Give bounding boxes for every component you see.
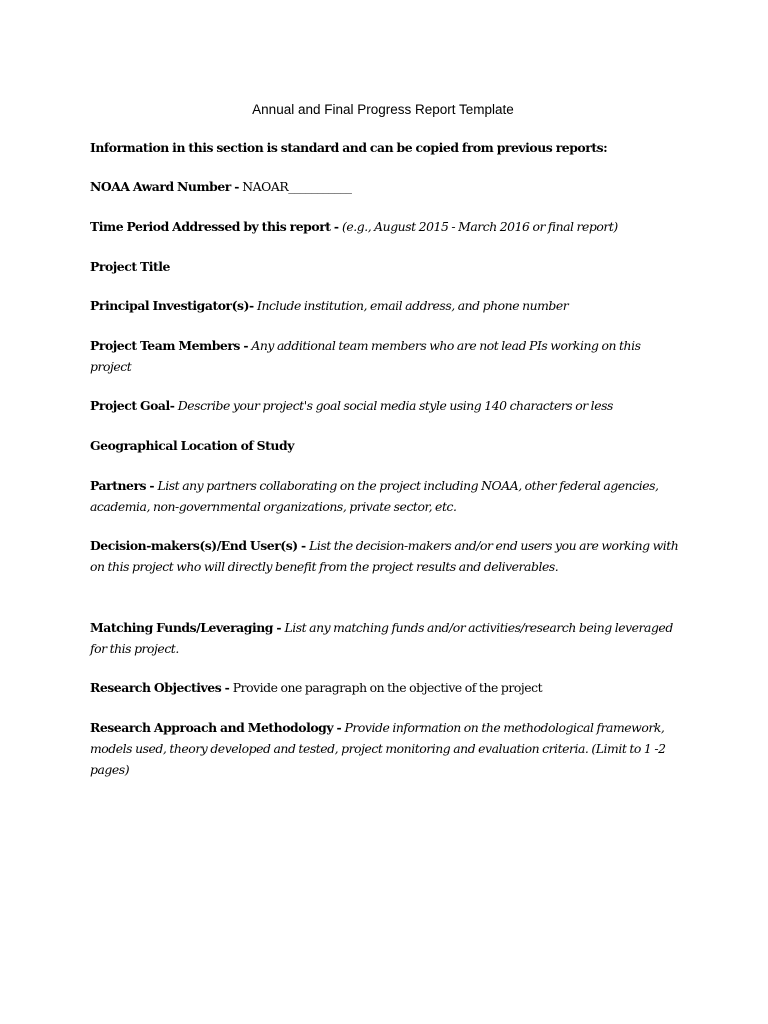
field-project-title [90,256,680,277]
field-label: Research Approach and Methodology - [90,720,345,735]
field-description: Provide information on the methodological framework, models used, theory developed and tested, project monitoring and evaluation criteria. (Limit to 1 -2 pages) [90,720,666,777]
field-label: Partners - [90,478,158,493]
intro-text: Information in this section is standard and can be copied from previous reports: [90,140,608,155]
field-project-goal [90,395,680,416]
field-label: Time Period Addressed by this report - [90,219,342,234]
field-matching-funds [90,617,680,659]
field-label: Project Goal- [90,398,178,413]
field-description: List any matching funds and/or activities/research being leveraged for this project. [90,620,673,656]
field-project-team-members [90,335,680,377]
field-label: Principal Investigator(s)- [90,298,258,313]
field-label: NOAA Award Number - [90,179,243,194]
field-description: Include institution, email address, and phone number [257,298,569,313]
field-principal-investigators [90,295,680,316]
field-decision-makers [90,535,680,577]
field-research-objectives [90,677,680,698]
field-label: Project Title [90,259,170,274]
field-label: Research Objectives - [90,680,233,695]
field-description: NAOAR___________ [242,179,352,194]
intro-paragraph [90,137,680,158]
field-description: List any partners collaborating on the project including NOAA, other federal agencies, academia, non-governmental organizations, private sector, etc. [90,478,659,514]
field-description: Provide one paragraph on the objective of the project [232,680,543,695]
field-geographical-location [90,435,680,456]
field-time-period [90,216,680,237]
field-research-approach [90,717,680,780]
field-description: (e.g., August 2015 - March 2016 or final report) [341,219,618,234]
field-description: Describe your project's goal social media style using 140 characters or less [177,398,613,413]
field-label: Geographical Location of Study [90,438,294,453]
field-label: Decision-makers(s)/End User(s) - [90,538,310,553]
field-label: Matching Funds/Leveraging - [90,620,285,635]
field-description: Any additional team members who are not lead PIs working on this project [90,338,641,374]
field-label: Project Team Members - [90,338,252,353]
field-description: List the decision-makers and/or end users you are working with on this project who will directly benefit from the project results and deliverables. [90,538,679,574]
field-partners [90,475,680,517]
document-title: Annual and Final Progress Report Template [252,102,514,117]
field-noaa-award-number [90,176,680,197]
